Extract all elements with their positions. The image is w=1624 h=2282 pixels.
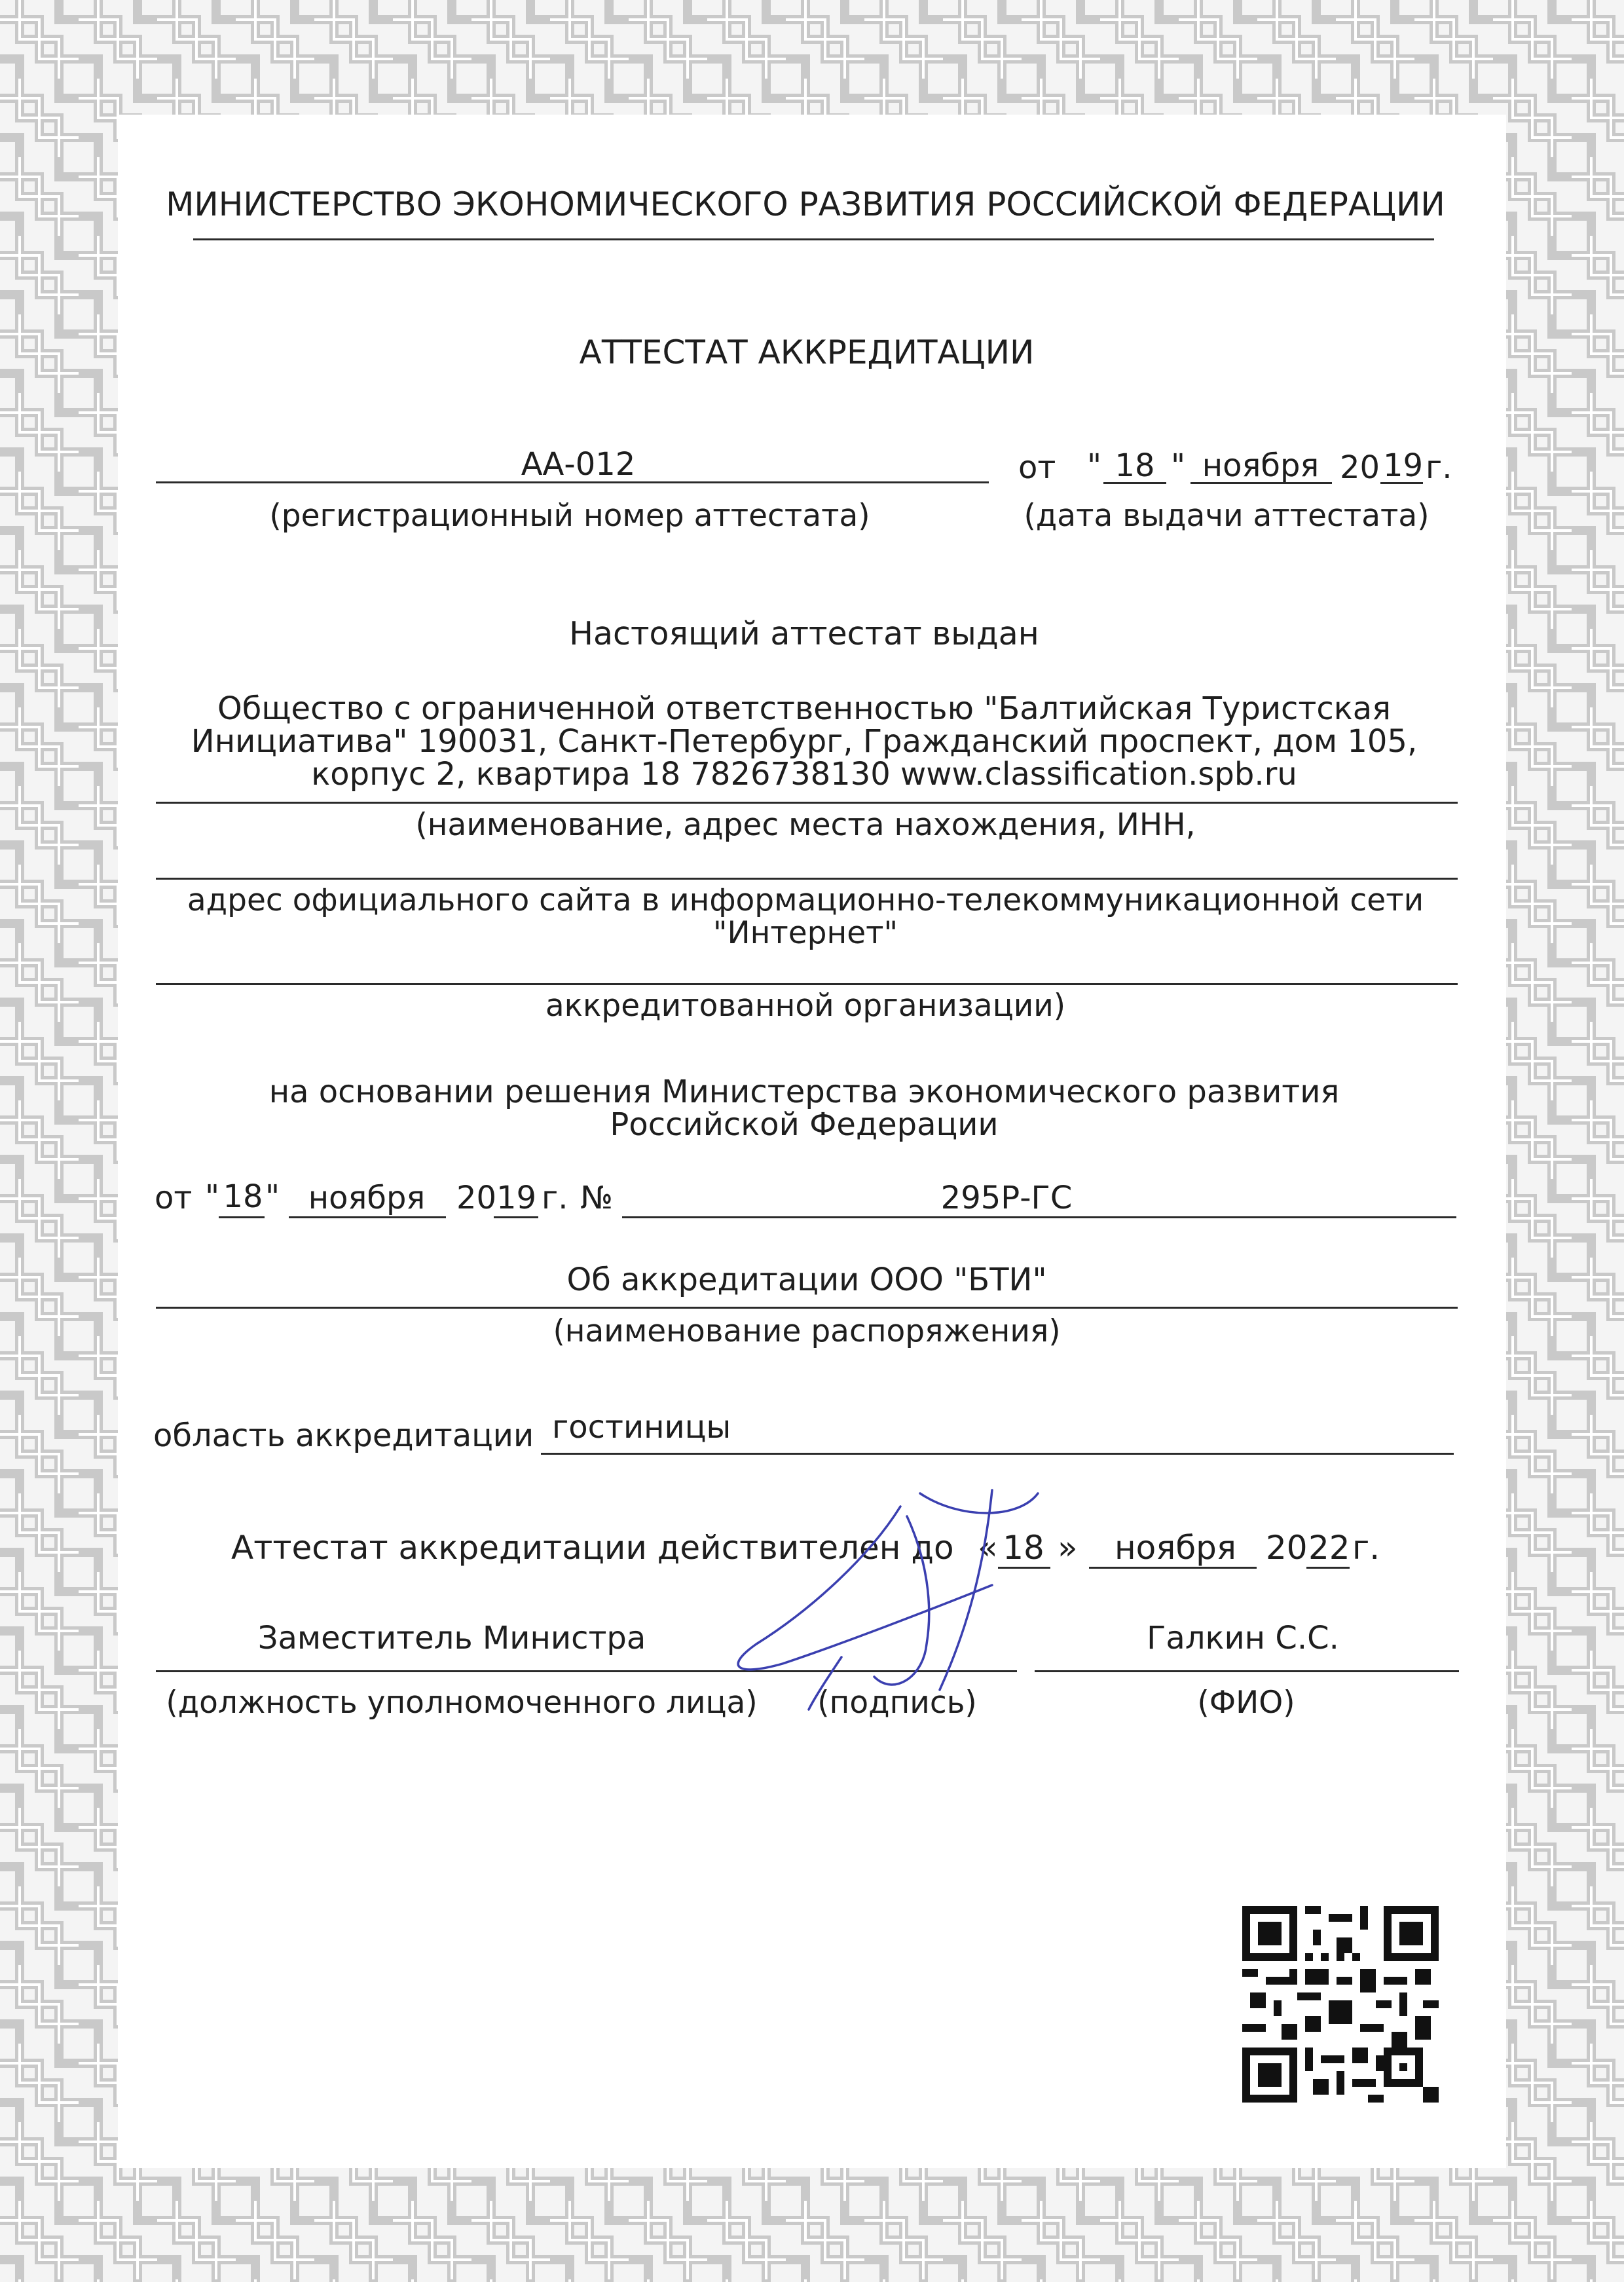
- decision-date-day-line: [219, 1216, 265, 1218]
- document-title: АТТЕСТАТ АККРЕДИТАЦИИ: [579, 333, 1035, 371]
- issue-date-caption: (дата выдачи аттестата): [1024, 498, 1430, 534]
- validity-year-suffix: 22: [1308, 1529, 1350, 1567]
- decision-date-month: ноября: [308, 1180, 426, 1216]
- organization-line: [156, 802, 1458, 804]
- issue-date-month-line: [1190, 482, 1332, 484]
- signatory-position-caption: (должность уполномоченного лица): [166, 1685, 758, 1721]
- issue-date-day: 18: [1115, 447, 1155, 484]
- basis-line-2: Российской Федерации: [610, 1106, 999, 1143]
- issue-date-year-prefix: 20: [1340, 449, 1380, 486]
- decision-date-prefix: от: [155, 1180, 193, 1216]
- validity-quote-open: «: [978, 1529, 998, 1567]
- validity-text: Аттестат аккредитации действителен до: [231, 1529, 954, 1567]
- decision-date-year-suffix: 19: [496, 1180, 537, 1216]
- decision-title-line: [156, 1307, 1458, 1309]
- registration-number-line: [156, 481, 989, 483]
- organization-caption-rule-2: [156, 983, 1458, 985]
- basis-line-1: на основании решения Министерства экономического развития: [268, 1074, 1340, 1110]
- registration-number: АА-012: [521, 446, 636, 483]
- signatory-name-caption: (ФИО): [1197, 1685, 1295, 1721]
- validity-month-line: [1089, 1567, 1257, 1569]
- organization-caption-rule-1: [156, 878, 1458, 880]
- issue-date-quote-close: ": [1171, 447, 1186, 484]
- organization-line-1: Общество с ограниченной ответственностью "Балтийская Туристская: [217, 690, 1392, 727]
- decision-date-year-unit: г.: [542, 1180, 568, 1216]
- issue-date-year-line: [1380, 482, 1423, 484]
- decision-date-year-line: [494, 1216, 538, 1218]
- organization-caption-3: аккредитованной организации): [545, 988, 1066, 1024]
- issue-date-month: ноября: [1202, 447, 1320, 484]
- issue-date-quote-open: ": [1087, 447, 1102, 484]
- issue-date-prefix: от: [1018, 449, 1056, 486]
- organization-caption-2b: "Интернет": [712, 915, 898, 951]
- signatory-name: Галкин С.С.: [1147, 1620, 1339, 1656]
- scope-label: область аккредитации: [153, 1417, 534, 1454]
- handwritten-signature: [710, 1480, 1051, 1716]
- header-rule: [193, 238, 1434, 240]
- scope-line: [541, 1453, 1454, 1455]
- decision-title: Об аккредитации ООО "БТИ": [566, 1262, 1047, 1298]
- decision-date-quote-close: ": [265, 1178, 280, 1215]
- issue-date-year-unit: г.: [1426, 449, 1452, 486]
- validity-quote-close: »: [1058, 1529, 1078, 1567]
- issue-date-day-line: [1103, 482, 1166, 484]
- issue-date-year-suffix: 19: [1383, 447, 1424, 484]
- decision-number-line: [622, 1216, 1456, 1218]
- validity-day: 18: [1003, 1529, 1044, 1567]
- organization-caption-2a: адрес официального сайта в информационно-телекоммуникационной сети: [187, 882, 1424, 918]
- decision-title-caption: (наименование распоряжения): [553, 1313, 1061, 1349]
- validity-month: ноября: [1114, 1529, 1237, 1567]
- registration-number-caption: (регистрационный номер аттестата): [269, 498, 870, 534]
- organization-caption-1: (наименование, адрес места нахождения, ИНН,: [415, 807, 1196, 843]
- decision-date-quote-open: ": [205, 1178, 220, 1215]
- decision-date-day: 18: [223, 1178, 263, 1215]
- organization-line-2: Инициатива" 190031, Санкт-Петербург, Гражданский проспект, дом 105,: [191, 723, 1418, 760]
- decision-number: 295Р-ГС: [940, 1180, 1073, 1216]
- ministry-header: МИНИСТЕРСТВО ЭКОНОМИЧЕСКОГО РАЗВИТИЯ РОССИЙСКОЙ ФЕДЕРАЦИИ: [166, 185, 1445, 223]
- signatory-name-line: [1035, 1670, 1459, 1672]
- issued-to-heading: Настоящий аттестат выдан: [569, 615, 1039, 652]
- scope-value: гостиницы: [552, 1409, 731, 1446]
- qr-code: [1242, 1906, 1439, 2103]
- validity-year-unit: г.: [1352, 1529, 1380, 1567]
- signatory-position: Заместитель Министра: [257, 1620, 646, 1656]
- validity-year-line: [1306, 1567, 1350, 1569]
- decision-date-year-prefix: 20: [456, 1180, 497, 1216]
- validity-year-prefix: 20: [1266, 1529, 1308, 1567]
- decision-date-month-line: [289, 1216, 446, 1218]
- decision-number-sign: №: [580, 1180, 613, 1216]
- signature-caption: (подпись): [817, 1685, 977, 1721]
- organization-line-3: корпус 2, квартира 18 7826738130 www.classification.spb.ru: [311, 756, 1297, 793]
